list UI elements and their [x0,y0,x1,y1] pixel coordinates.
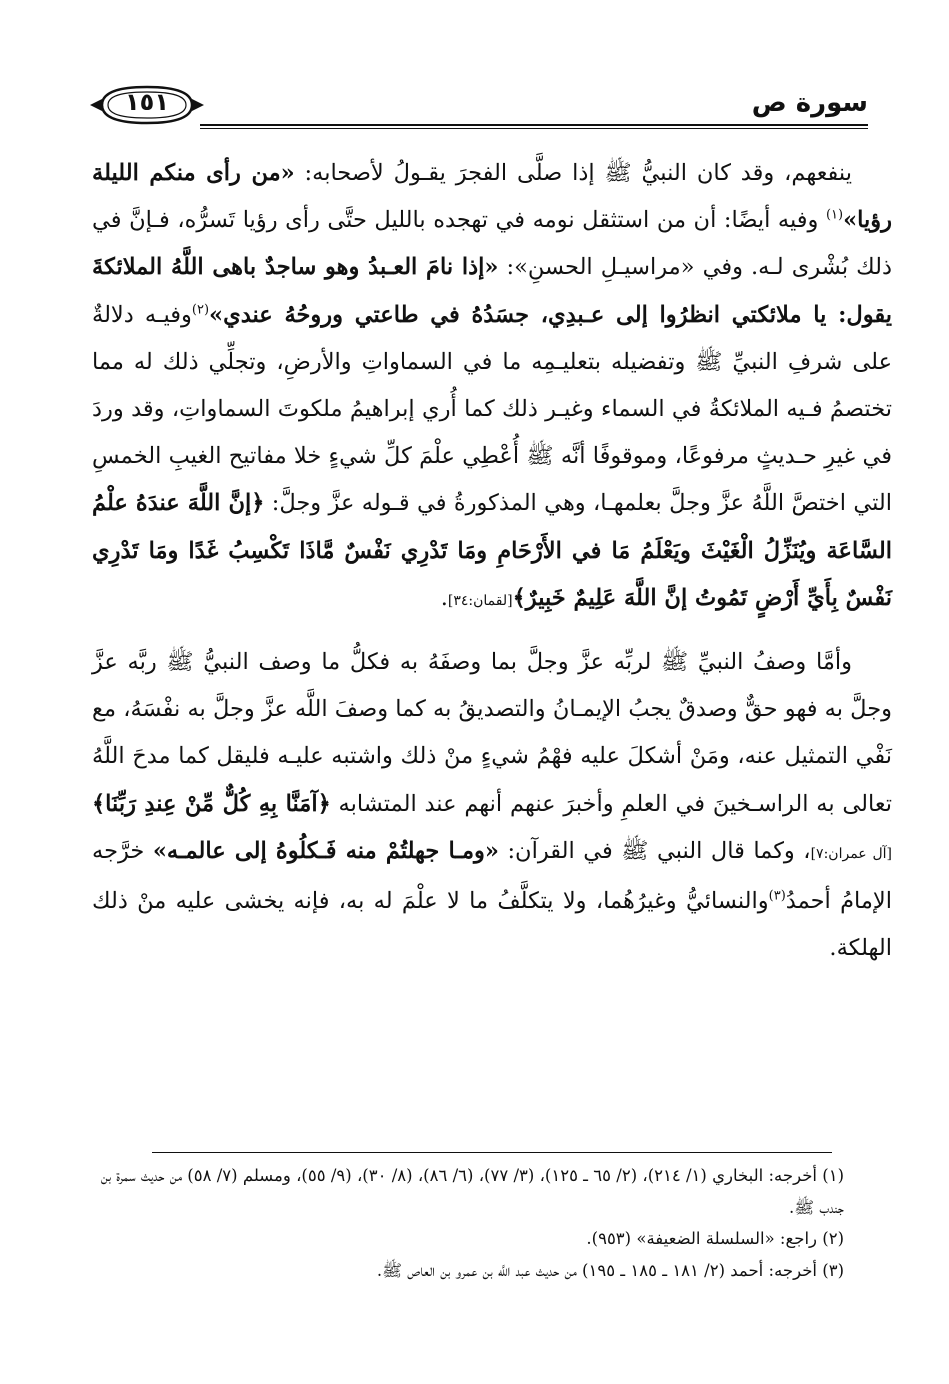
footnote-marker: (٢) [191,302,210,318]
footnote-separator [152,1152,832,1153]
text-run: خرَّجه الإمامُ أحمدُ [92,837,892,915]
text-run: وفيـه دلالةٌ على شرفِ النبيِّ ﷺ وتفضيله بتعليـمِه ما في السماواتِ والأرضِ، وتجلِّي ذلك له مما تختصمُ فـيه الملائكةُ في السماء وغيـر ذلك كما أُري إبراهيمُ ملكوتَ السماواتِ، وقد وردَ في غيرِ حـديثٍ مرفوعًا، وموقوفًا أنَّه ﷺ أُعْطِي علْمَ كلِّ شيءٍ خلا مفاتيح الغيبِ الخمسِ التي اختصَّ اللَّهُ عزَّ وجلَّ بعلمهـا، وهي المذكورةُ في قـوله عزَّ وجلَّ: [92,301,892,517]
footnote [92,1160,844,1223]
footnote [92,1223,844,1255]
surah-title: سورة ص [751,88,868,118]
footnote-label: (٢) [822,1229,844,1248]
text-run: وفيه أيضًا: أن من استثقل نومه في تهجده بالليل حتَّى رأى رؤيا تَسرُّه، فـإنَّ في ذلك بُشْرى لـه. وفي «مراسيـلِ الحسنِ»: [92,207,892,281]
text-run: والنسائيُّ وغيرُهُما، ولا يتكلَّفُ ما لا علْمَ له به، فإنه يخشى عليه منْ ذلك الهلكة. [92,888,892,962]
paragraph [92,639,892,972]
paragraph [92,150,892,625]
footnote [92,1255,844,1287]
quoted-text: «من رأى منكم الليلة رؤيا» [92,160,892,234]
footnote-marker: (١) [825,207,844,223]
text-run: وأمَّا وصفُ النبيِّ ﷺ لربِّه عزَّ وجلَّ بما وصفَهُ به فكلُّ ما وصف النبيُّ ﷺ ربَّه عزَّ وجلَّ به فهو حقٌّ وصدقٌ يجبُ الإيمـانُ والتصديقُ به كما وصفَ اللَّه عزَّ وجلَّ به نفْسَهُ، مع نَفْي التمثيل عنه، ومَنْ أشكلَ عليه فهْمُ شيءٍ منْ ذلك واشتبه عليـه فليقل كما مدحَ اللَّهُ تعالى به الراسـخينَ في العلمِ وأخبرَ عنهم أنهم عند المتشابه [92,649,892,817]
footnote-text: أخرجه: أحمد (٢/ ١٨١ ـ ١٨٥ ـ ١٩٥) من حديث عبد اللَّه بن عمرو بن العاص ﷺ. [376,1260,817,1280]
quoted-text: ﴿إنَّ اللَّهَ عندَهُ علْمُ السَّاعَة ويُنَزِّلُ الْغَيْثَ ويَعْلَمُ مَا في الأَرْحَامِ ومَا تَدْرِي نَفْسٌ مَّاذَا تَكْسِبُ غَدًا ومَا تَدْرِي نَفْسٌ بِأَيِّ أَرْضٍ تَمُوتُ إنَّ اللَّهَ عَلِيمٌ خَبِيرٌ﴾ [92,490,892,611]
footnote-marker: (٣) [768,888,786,904]
quoted-text: «ومـا جهلتُمْ منه فَـكلُوهُ إلى عالمـه» [152,837,499,864]
page-number: ١٥١ [125,88,169,116]
text-run: ينفعهم، وقد كان النبيُّ ﷺ إذا صلَّى الفجرَ يقـولُ لأصحابه: [294,160,852,186]
footnote-label: (١) [822,1166,844,1185]
footnotes [92,1160,844,1286]
header-rule [200,124,868,129]
footnote-label: (٣) [822,1260,844,1280]
footnote-text: راجع: «السلسلة الضعيفة» (٩٥٣). [586,1229,817,1248]
verse-reference: [لقمان:٣٤] [447,592,513,609]
quoted-text: ﴿آمَنَّا بِهِ كُلٌّ مِّنْ عِندِ رَبِّنَا﴾ [92,790,331,817]
footnote-text: أخرجه: البخاري (١/ ٢١٤)، (٢/ ٦٥ ـ ١٢٥)، (٣/ ٧٧)، (٦/ ٨٦)، (٨/ ٣٠)، (٩/ ٥٥)، ومسلم (٧/ ٥٨) من حديث سمرة بن جندب ﷺ. [100,1166,844,1217]
text-run: ، وكما قال النبي ﷺ في القرآن: [498,837,811,864]
page-header [88,82,868,132]
quoted-text: «إذا نامَ العـبدُ وهو ساجدٌ باهى اللَّهُ الملائكةَ يقول: يا ملائكتي انظرُوا إلى عـبدِي، جسَدُهُ في طاعتي وروحُهُ عندي» [92,254,892,328]
text-run: . [440,584,448,611]
main-text [92,150,892,972]
verse-reference: [آل عمران:٧] [810,845,892,862]
